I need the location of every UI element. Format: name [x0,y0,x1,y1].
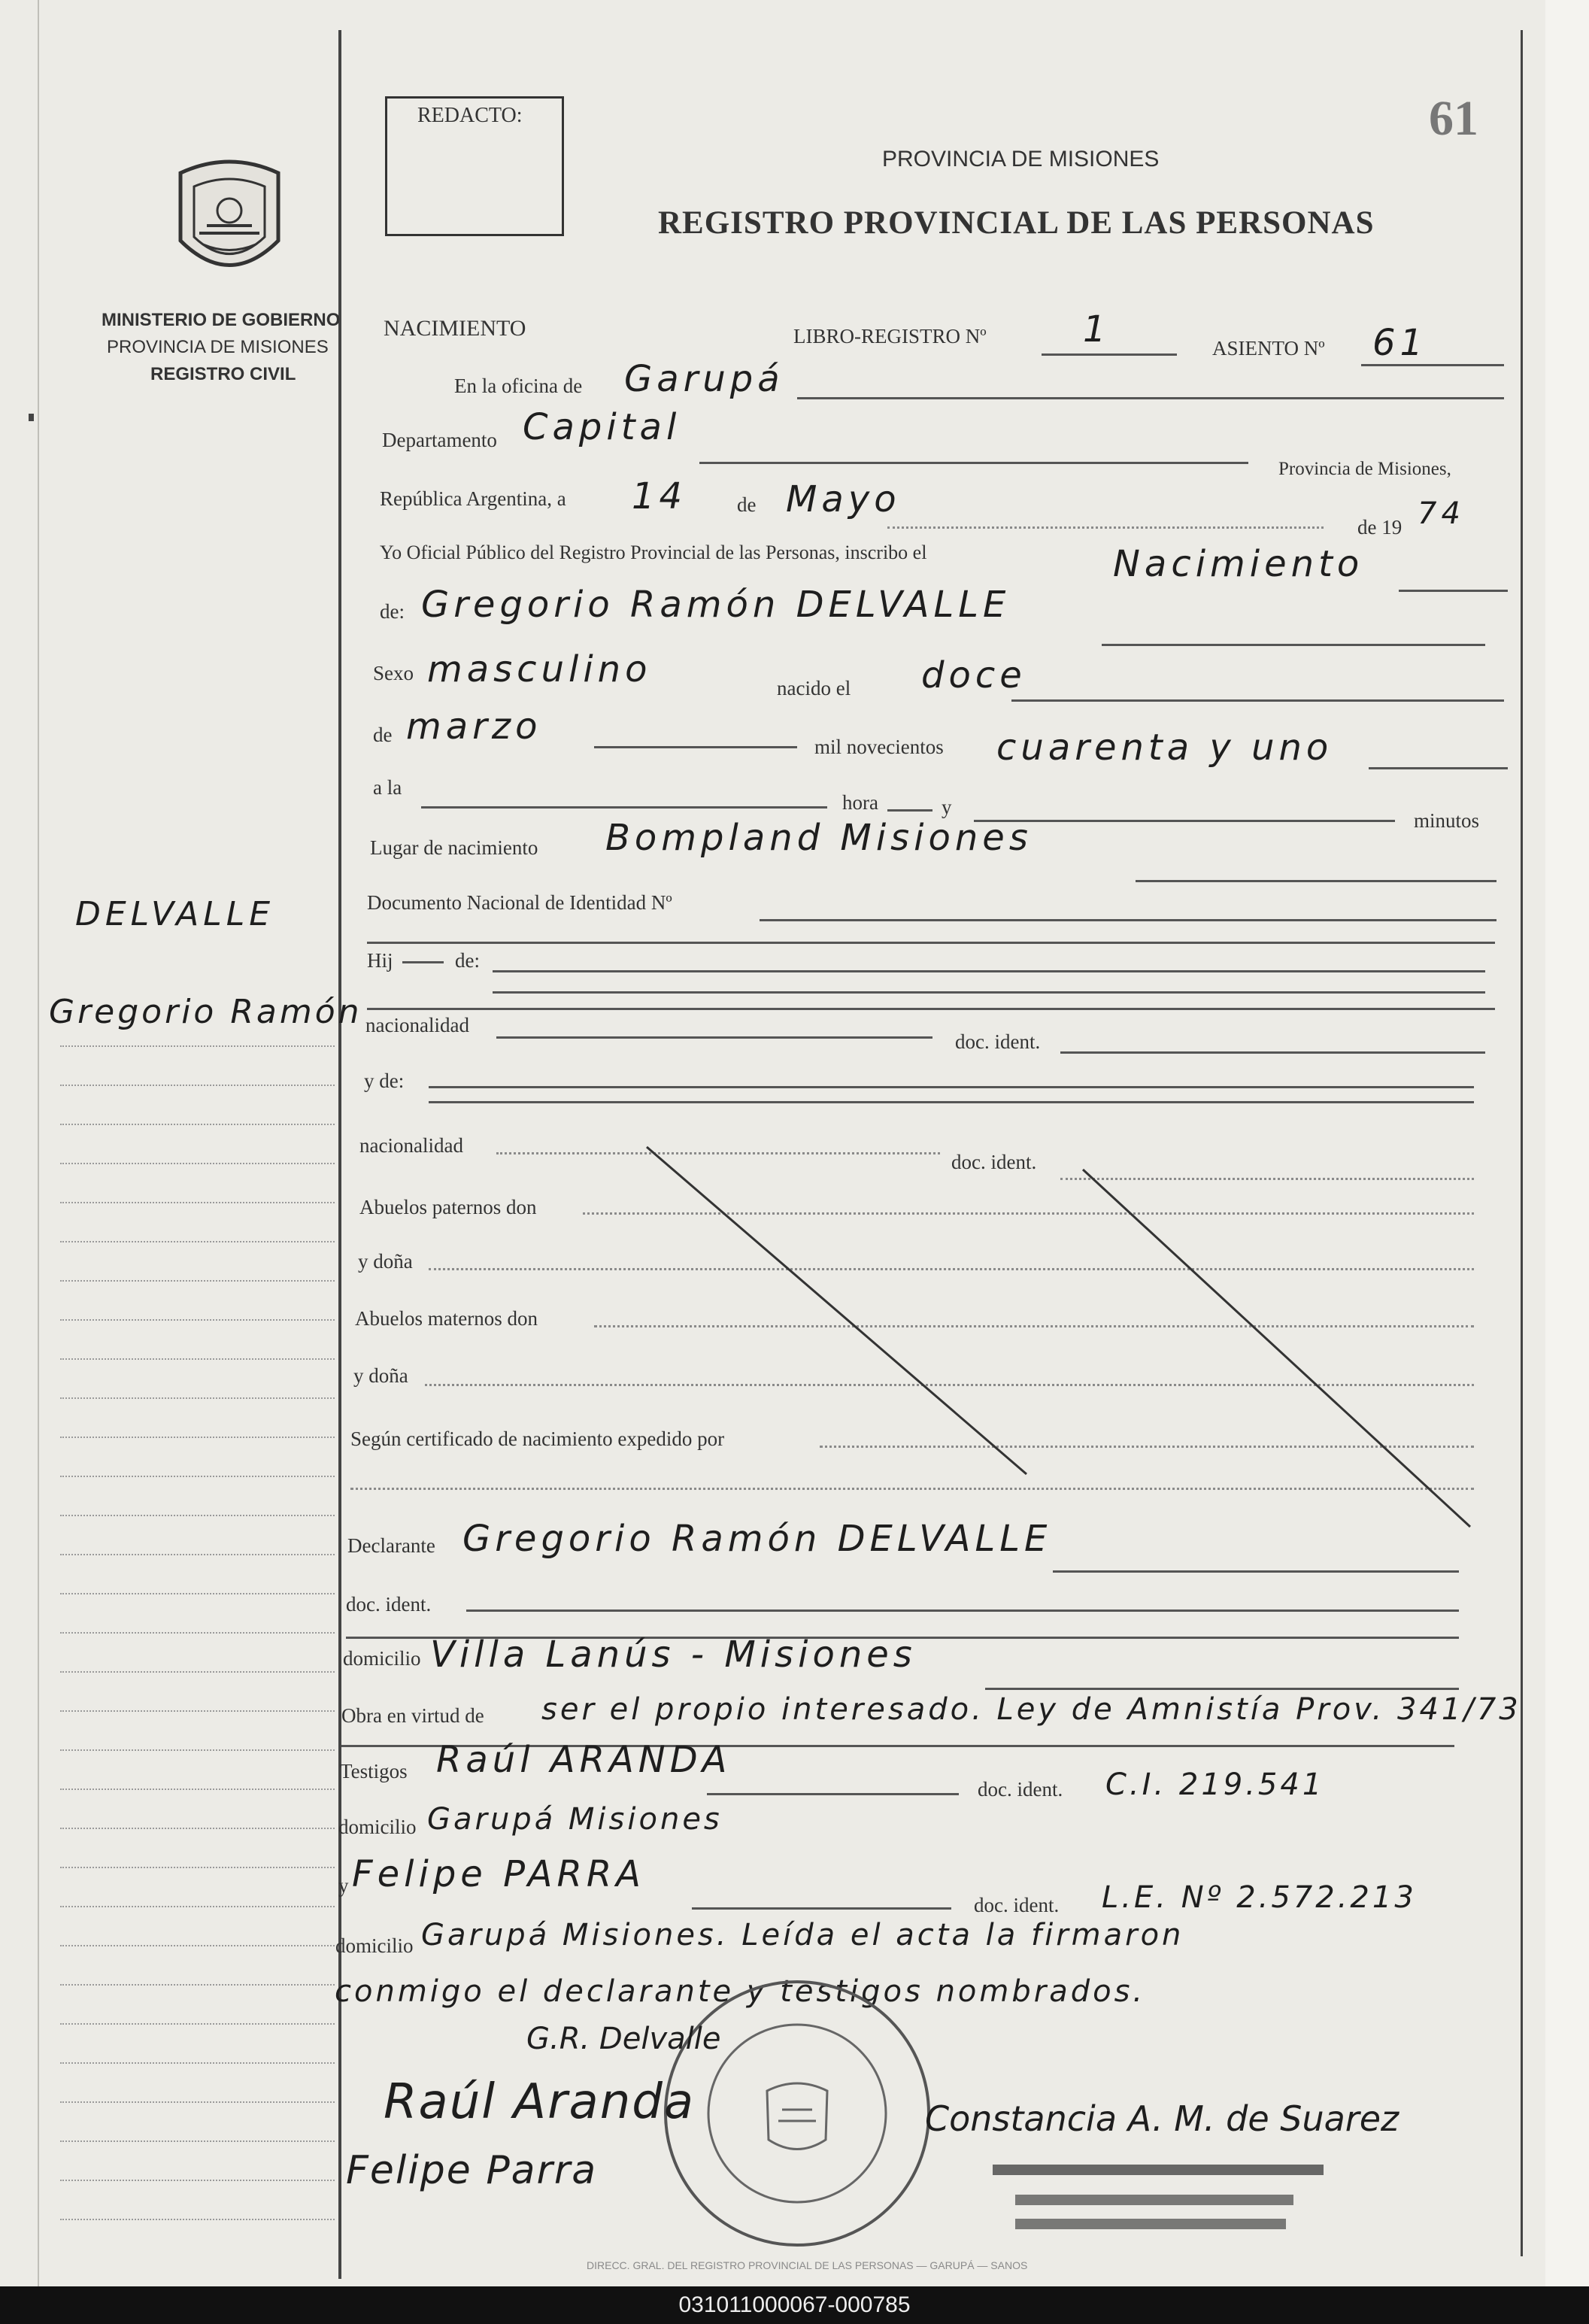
testigos-label: Testigos [340,1760,408,1782]
departamento-label: Departamento [382,429,497,451]
testigo1-doc-value: C.I. 219.541 [1105,1767,1325,1802]
ala-label: a la [373,776,402,799]
hijo-label: Hij [367,949,393,972]
seal-text: DIRECC. GRAL. DEL REGISTRO PROVINCIAL DE LAS PERSONAS — GARUPÁ — SANOS [587,2259,1028,2271]
lugar-value: Bompland Misiones [605,817,1033,859]
de2-label: de [373,724,393,746]
ministry-label: MINISTERIO DE GOBIERNO [102,310,341,330]
obra-label: Obra en virtud de [341,1704,484,1727]
day-value: 14 [632,475,687,517]
acto-value: Nacimiento [1113,543,1364,585]
y-de-label: y de: [364,1069,405,1092]
registry-title: REGISTRO PROVINCIAL DE LAS PERSONAS [658,205,1375,241]
y-dona-label: y doña [358,1250,413,1273]
year-prefix: de 19 [1357,516,1403,539]
signature-stamp-line-2 [1015,2195,1293,2205]
nacionalidad-label: nacionalidad [365,1014,469,1036]
testigo2-doc-value: L.E. Nº 2.572.213 [1102,1880,1417,1915]
doc-ident-label-2: doc. ident. [951,1151,1037,1173]
testigo2-line [692,1907,951,1910]
libro-value: 1 [1083,308,1111,350]
oficina-value: Garupá [624,358,784,400]
testigo2-signature: Felipe Parra [346,2148,598,2193]
y-label: y [942,796,952,818]
hijo-de-label: de: [455,949,480,972]
obra-value: ser el propio interesado. Ley de Amnistía Prov. 341/73 [541,1692,1521,1727]
y-testigo-label: y [338,1874,349,1897]
province-title: PROVINCIA DE MISIONES [882,147,1160,171]
nacido-label: nacido el [777,677,851,699]
declarante-label: Declarante [347,1534,435,1557]
registry-label: REGISTRO CIVIL [150,364,296,384]
redacto-label: REDACTO: [417,104,523,127]
mes-nac-value: marzo [406,705,542,748]
nacionalidad-label-2: nacionalidad [359,1134,463,1157]
domicilio1-value: Garupá Misiones [427,1802,723,1837]
domicilio-label: domicilio [343,1647,421,1670]
declarante-signature: G.R. Delvalle [526,2022,721,2056]
folio-number: 61 [1429,91,1478,146]
domicilio2-value: Garupá Misiones. Leída el acta la firmaron [421,1918,1184,1952]
lugar-label: Lugar de nacimiento [370,836,538,859]
testigo1-doc-label: doc. ident. [978,1778,1063,1801]
testigo1-value: Raúl ARANDA [436,1739,732,1781]
testigo1-signature: Raúl Aranda [384,2074,696,2130]
y-dona-label-2: y doña [353,1364,408,1387]
signature-stamp-line-1 [993,2165,1324,2175]
official-seal [654,1971,940,2256]
margin-given-names: Gregorio Ramón [49,993,362,1031]
abuelos-pat-label: Abuelos paternos don [359,1196,537,1218]
footer-code: 031011000067-000785 [0,2286,1589,2324]
domicilio-label-3: domicilio [335,1934,414,1957]
republica-label: República Argentina, a [380,487,566,510]
month-value: Mayo [786,478,901,520]
testigo2-value: Felipe PARRA [352,1853,645,1895]
libro-label: LIBRO-REGISTRO Nº [793,325,987,347]
asiento-label: ASIENTO Nº [1212,337,1325,360]
testigo2-doc-label: doc. ident. [974,1894,1060,1916]
minutos-label: minutos [1414,809,1480,832]
doc-ident-line-3 [466,1610,1459,1612]
sexo-label: Sexo [373,662,414,684]
closing-value: conmigo el declarante y testigos nombrados. [335,1974,1146,2009]
abuelos-mat-label: Abuelos maternos don [355,1307,538,1330]
sexo-value: masculino [427,648,652,690]
declarante-value: Gregorio Ramón DELVALLE [462,1518,1052,1560]
dni-label: Documento Nacional de Identidad Nº [367,891,672,914]
departamento-value: Capital [523,406,681,448]
declarante-line [1053,1570,1459,1573]
segun-label: Según certificado de nacimiento expedido por [350,1427,725,1450]
mil-label: mil novecientos [814,736,944,758]
oficina-label: En la oficina de [454,375,583,397]
year-value: 74 [1418,496,1465,531]
anio-nac-value: cuarenta y uno [996,727,1333,769]
domicilio-label-2: domicilio [338,1816,417,1838]
doc-ident-label: doc. ident. [955,1030,1041,1053]
signature-stamp-line-3 [1015,2219,1286,2229]
domicilio-value: Villa Lanús - Misiones [430,1634,917,1676]
section-label: NACIMIENTO [384,316,526,341]
provincia-suffix: Provincia de Misiones, [1278,459,1451,479]
province-label: PROVINCIA DE MISIONES [107,337,329,357]
doc-ident-label-3: doc. ident. [346,1593,432,1616]
oficial-signature: Constancia A. M. de Suarez [925,2098,1399,2139]
nombre-value: Gregorio Ramón DELVALLE [421,584,1011,626]
margin-surname: DELVALLE [75,895,275,933]
de-colon: de: [380,600,405,623]
nacido-value: doce [921,654,1026,696]
testigo1-line [707,1793,959,1795]
oficial-text: Yo Oficial Público del Registro Provincial de las Personas, inscribo el [380,542,927,563]
de-label: de [737,493,757,516]
domicilio-line [985,1688,1459,1690]
asiento-value: 61 [1372,322,1428,364]
hora-label: hora [842,791,878,814]
